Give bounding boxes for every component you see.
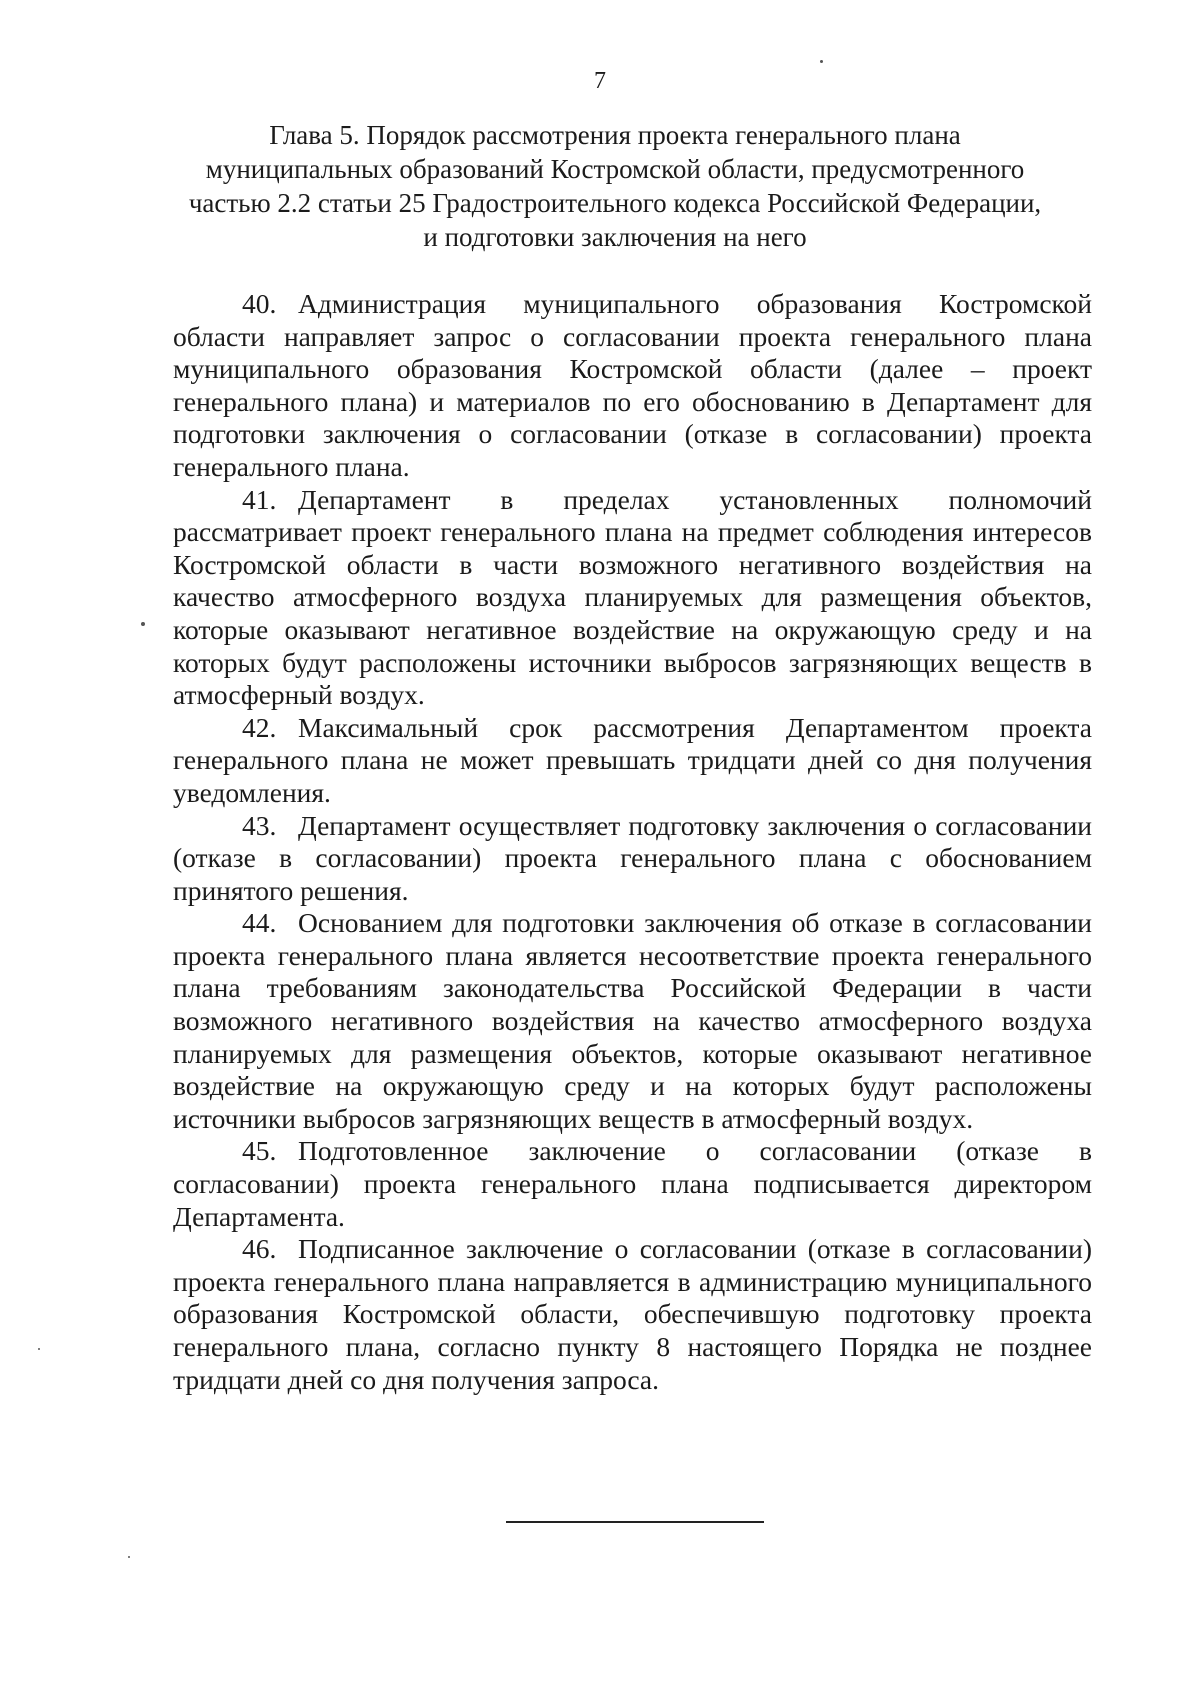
- paragraph-46: [173, 1233, 1092, 1396]
- paragraph-number: 41.: [242, 483, 277, 515]
- paragraph-42: [173, 712, 1092, 810]
- paragraph-text: Основанием для подготовки заключения об отказе в согласовании проекта генерального плана является несоответствие проекта генерального плана требованиям законодательства Российской Федерации в части возможного негативного воздействия на качество атмосферного воздуха планируемых для размещения объектов, которые оказывают негативное воздействие на окружающую среду и на которых будут расположены источники выбросов загрязняющих веществ в атмосферный воздух.: [173, 907, 1092, 1134]
- page-number: 7: [594, 68, 606, 94]
- paragraph-43: [173, 810, 1092, 908]
- scan-speck: [141, 622, 145, 626]
- document-body: [173, 288, 1092, 1396]
- paragraph-number: 42.: [242, 711, 277, 743]
- paragraph-44: [173, 907, 1092, 1135]
- paragraph-41: [173, 484, 1092, 712]
- paragraph-number: 46.: [242, 1233, 277, 1265]
- paragraph-number: 45.: [242, 1135, 277, 1167]
- closing-rule: [506, 1521, 764, 1523]
- chapter-title-line: и подготовки заключения на него: [423, 222, 807, 252]
- paragraph-45: [173, 1135, 1092, 1233]
- paragraph-text: Максимальный срок рассмотрения Департаментом проекта генерального плана не может превышать тридцати дней со дня получения уведомления.: [173, 711, 1092, 808]
- chapter-title: [150, 118, 1080, 254]
- chapter-title-line: муниципальных образований Костромской области, предусмотренного: [205, 154, 1025, 184]
- paragraph-number: 40.: [242, 288, 277, 319]
- scan-speck: [820, 60, 823, 63]
- paragraph-number: 43.: [242, 809, 277, 841]
- paragraph-text: Подготовленное заключение о согласовании (отказе в согласовании) проекта генерального плана подписывается директором Департамента.: [173, 1135, 1092, 1232]
- chapter-title-line: Глава 5. Порядок рассмотрения проекта генерального плана: [269, 120, 961, 150]
- paragraph-text: Департамент в пределах установленных полномочий рассматривает проект генерального плана на предмет соблюдения интересов Костромской области в части возможного негативного воздействия на качество атмосферного воздуха планируемых для размещения объектов, которые оказывают негативное воздействие на окружающую среду и на которых будут расположены источники выбросов загрязняющих веществ в атмосферный воздух.: [173, 483, 1092, 711]
- chapter-title-line: частью 2.2 статьи 25 Градостроительного кодекса Российской Федерации,: [188, 188, 1042, 218]
- paragraph-text: Администрация муниципального образования Костромской области направляет запрос о согласовании проекта генерального плана муниципального образования Костромской области (далее – проект генерального плана) и материалов по его обоснованию в Департамент для подготовки заключения о согласовании (отказе в согласовании) проекта генерального плана.: [173, 288, 1092, 482]
- scan-speck: [38, 1348, 40, 1350]
- paragraph-text: Подписанное заключение о согласовании (отказе в согласовании) проекта генерального плана направляется в администрацию муниципального образования Костромской области, обеспечившую подготовку проекта генерального плана, согласно пункту 8 настоящего Порядка не позднее тридцати дней со дня получения запроса.: [173, 1233, 1092, 1395]
- paragraph-text: Департамент осуществляет подготовку заключения о согласовании (отказе в согласовании) проекта генерального плана с обоснованием принятого решения.: [173, 809, 1092, 906]
- paragraph-40: [173, 288, 1092, 484]
- paragraph-number: 44.: [242, 907, 277, 939]
- scan-speck: [128, 1556, 130, 1558]
